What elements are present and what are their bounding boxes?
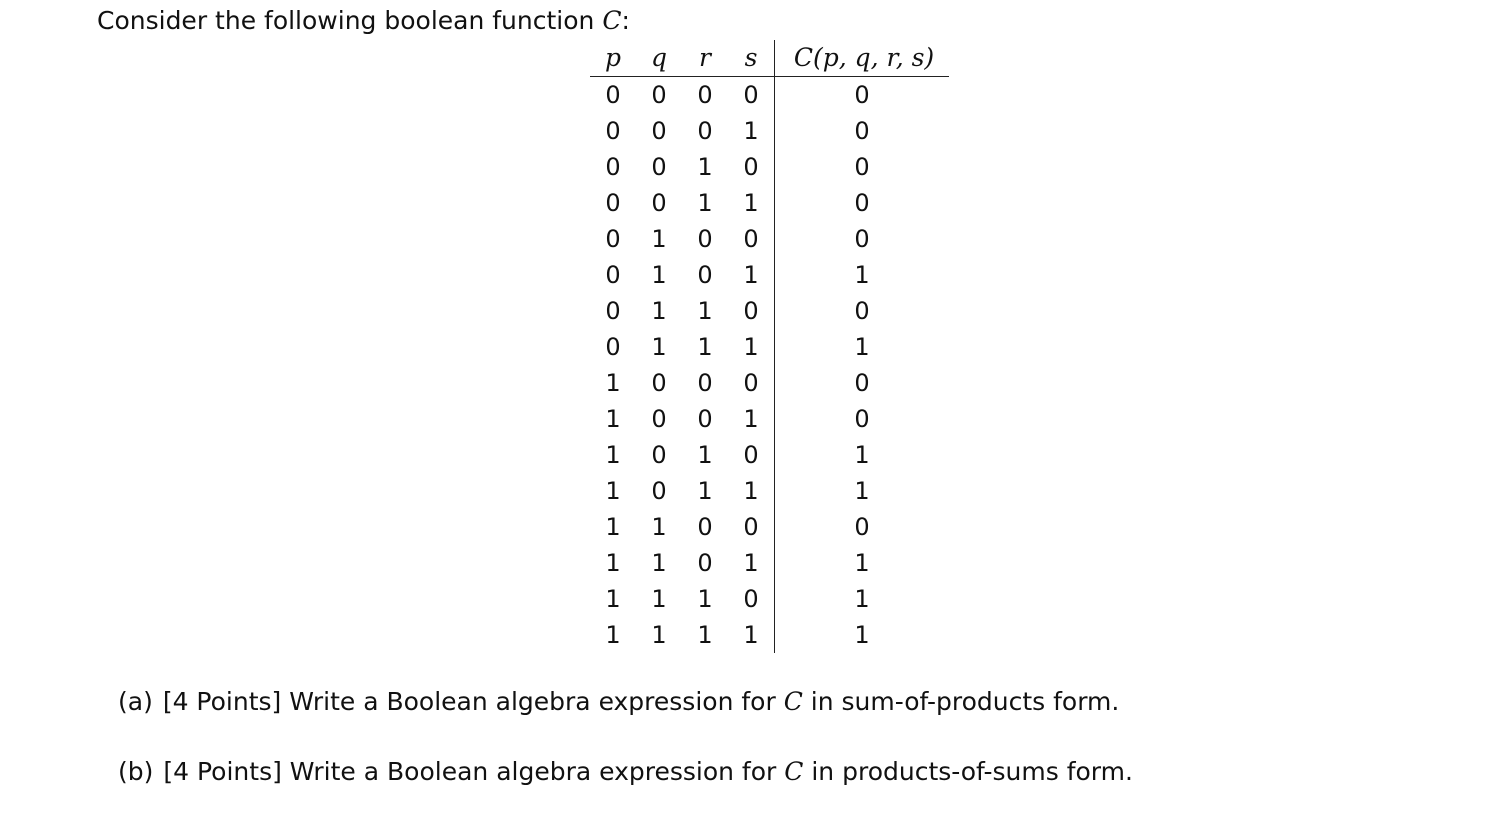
output-cell: 0 [775, 221, 950, 257]
question-a [118, 687, 1119, 716]
output-cell: 1 [775, 581, 950, 617]
question-b [118, 757, 1133, 786]
input-cell: 0 [697, 117, 713, 145]
input-cell: 0 [651, 81, 667, 109]
header-q: q [636, 40, 682, 77]
input-cell: 1 [651, 585, 667, 613]
output-cell: 1 [775, 545, 950, 581]
table-row [590, 401, 949, 437]
table-row [590, 329, 949, 365]
input-cell: 0 [697, 513, 713, 541]
question-a-points: [4 Points] [162, 687, 282, 716]
input-cell: 1 [651, 261, 667, 289]
input-cell: 0 [605, 153, 621, 181]
truth-table-header [590, 40, 949, 77]
input-cell: 0 [743, 81, 759, 109]
output-cell: 1 [775, 257, 950, 293]
question-b-text: Write a Boolean algebra expression for [281, 757, 785, 786]
input-cell: 1 [697, 585, 713, 613]
input-cell: 0 [605, 81, 621, 109]
input-cell: 1 [605, 549, 621, 577]
header-output: C(p, q, r, s) [775, 40, 950, 77]
question-b-points: [4 Points] [163, 757, 282, 786]
output-cell: 1 [775, 617, 950, 653]
input-cell: 1 [743, 117, 759, 145]
input-cell: 0 [651, 441, 667, 469]
output-cell: 0 [775, 509, 950, 545]
question-a-text: Write a Boolean algebra expression for [281, 687, 784, 716]
table-row [590, 185, 949, 221]
question-a-symbol: C [783, 687, 803, 716]
input-cell: 1 [697, 153, 713, 181]
input-cell: 0 [651, 477, 667, 505]
table-row [590, 77, 949, 114]
output-cell: 0 [775, 401, 950, 437]
input-cell: 0 [743, 585, 759, 613]
output-cell: 1 [775, 329, 950, 365]
input-cell: 0 [651, 189, 667, 217]
input-cell: 0 [651, 153, 667, 181]
input-cell: 0 [697, 549, 713, 577]
input-cell: 0 [651, 369, 667, 397]
input-cell: 1 [651, 333, 667, 361]
header-row [590, 40, 949, 77]
table-row [590, 545, 949, 581]
table-row [590, 473, 949, 509]
input-cell: 0 [697, 81, 713, 109]
table-row [590, 581, 949, 617]
input-cell: 0 [697, 405, 713, 433]
input-cell: 0 [605, 189, 621, 217]
input-cell: 0 [743, 369, 759, 397]
input-cell: 0 [697, 261, 713, 289]
table-row [590, 113, 949, 149]
input-cell: 1 [651, 297, 667, 325]
input-cell: 0 [697, 225, 713, 253]
table-row [590, 293, 949, 329]
output-cell: 1 [775, 437, 950, 473]
question-b-symbol: C [784, 757, 804, 786]
input-cell: 1 [697, 297, 713, 325]
input-cell: 1 [605, 441, 621, 469]
table-row [590, 437, 949, 473]
input-cell: 1 [605, 585, 621, 613]
input-cell: 1 [743, 333, 759, 361]
header-s: s [728, 40, 775, 77]
header-p: p [590, 40, 636, 77]
intro-text: Consider the following boolean function [97, 6, 603, 35]
input-cell: 0 [743, 297, 759, 325]
intro-sentence [97, 3, 630, 39]
output-cell: 0 [775, 293, 950, 329]
input-cell: 1 [697, 621, 713, 649]
input-cell: 1 [605, 369, 621, 397]
output-cell: 1 [775, 473, 950, 509]
input-cell: 1 [697, 441, 713, 469]
input-cell: 1 [743, 405, 759, 433]
input-cell: 1 [651, 549, 667, 577]
input-cell: 1 [697, 189, 713, 217]
input-cell: 1 [651, 225, 667, 253]
table-row [590, 149, 949, 185]
truth-table-body [590, 77, 949, 654]
question-a-label: (a) [118, 687, 153, 716]
table-row [590, 221, 949, 257]
input-cell: 0 [605, 297, 621, 325]
input-cell: 0 [605, 333, 621, 361]
input-cell: 1 [605, 513, 621, 541]
input-cell: 0 [605, 225, 621, 253]
table-row [590, 509, 949, 545]
question-a-form: in sum-of-products form. [802, 687, 1120, 716]
output-cell: 0 [775, 365, 950, 401]
input-cell: 1 [697, 477, 713, 505]
intro-colon: : [621, 6, 630, 35]
input-cell: 0 [651, 405, 667, 433]
output-cell: 0 [775, 77, 950, 114]
table-row [590, 365, 949, 401]
input-cell: 1 [605, 621, 621, 649]
input-cell: 1 [743, 477, 759, 505]
input-cell: 0 [743, 441, 759, 469]
input-cell: 1 [743, 189, 759, 217]
input-cell: 1 [605, 477, 621, 505]
input-cell: 1 [743, 549, 759, 577]
input-cell: 0 [743, 225, 759, 253]
input-cell: 1 [651, 513, 667, 541]
question-b-label: (b) [118, 757, 154, 786]
input-cell: 1 [605, 405, 621, 433]
input-cell: 0 [605, 261, 621, 289]
input-cell: 0 [605, 117, 621, 145]
question-b-form: in products-of-sums form. [803, 757, 1133, 786]
input-cell: 1 [743, 621, 759, 649]
input-cell: 0 [743, 153, 759, 181]
input-cell: 0 [743, 513, 759, 541]
header-r: r [682, 40, 728, 77]
output-cell: 0 [775, 185, 950, 221]
input-cell: 1 [651, 621, 667, 649]
input-cell: 1 [697, 333, 713, 361]
output-cell: 0 [775, 149, 950, 185]
input-cell: 0 [697, 369, 713, 397]
output-cell: 0 [775, 113, 950, 149]
input-cell: 0 [651, 117, 667, 145]
function-symbol: C [602, 6, 622, 35]
input-cell: 1 [743, 261, 759, 289]
truth-table [590, 40, 949, 653]
table-row [590, 617, 949, 653]
table-row [590, 257, 949, 293]
